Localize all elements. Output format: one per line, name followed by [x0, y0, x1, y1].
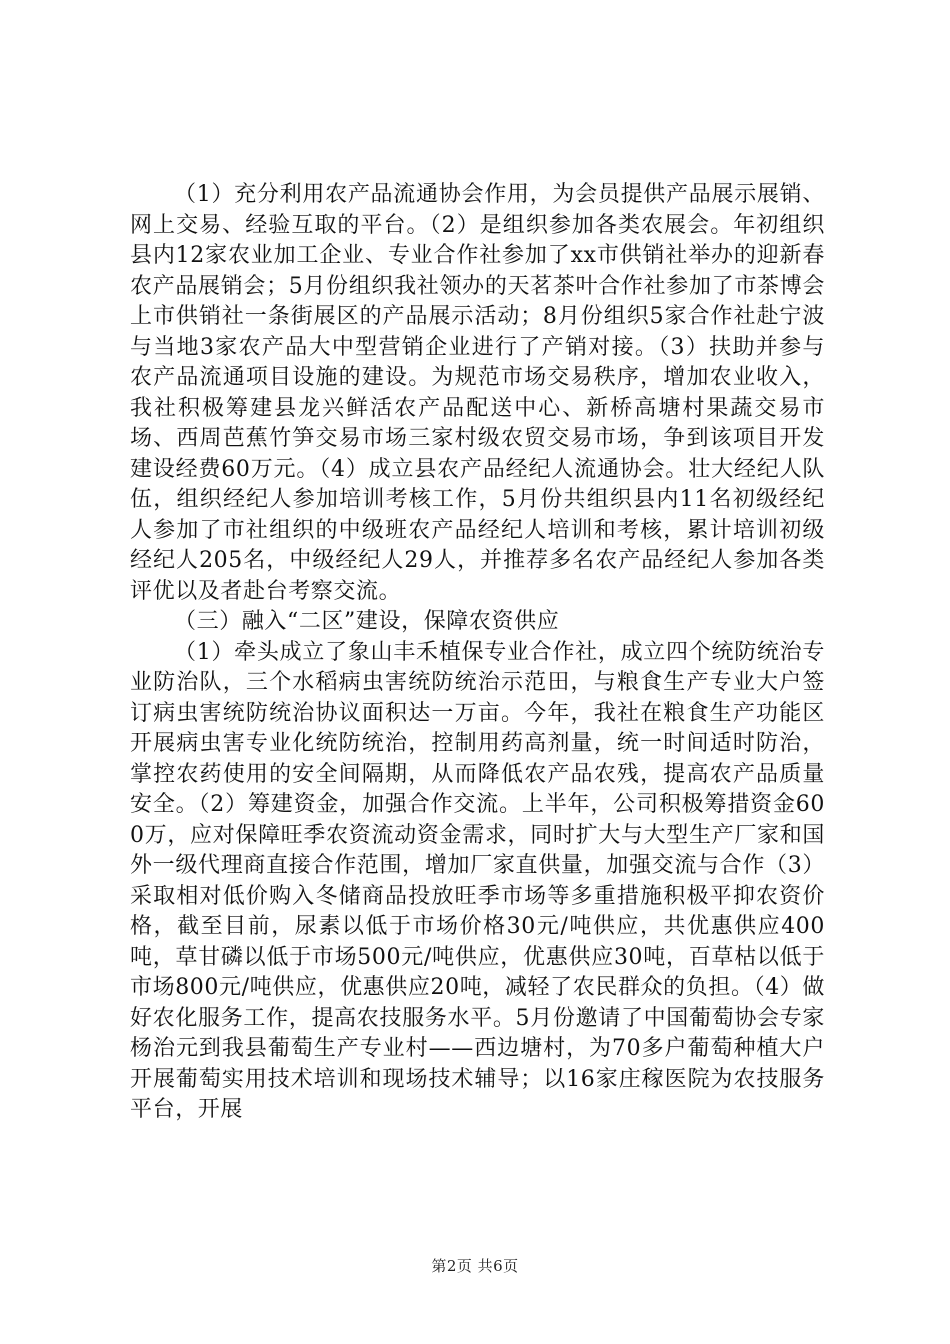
paragraph-agri-supply: （1）牵头成立了象山丰禾植保专业合作社，成立四个统防统治专业防治队，三个水稻病虫害统防统治示范田，与粮食生产专业大户签订病虫害统防统治协议面积达一万亩。今年，我社在粮食生产功能区开展病虫害专业化统防统治，控制用药高剂量，统一时间适时防治，掌控农药使用的安全间隔期，从而降低农产品农残，提高农产品质量安全。（2）筹建资金，加强合作交流。上半年，公司积极筹措资金600万，应对保障旺季农资流动资金需求，同时扩大与大型生产厂家和国外一级代理商直接合作范围，增加厂家直供量，加强交流与合作（3）采取相对低价购入冬储商品投放旺季市场等多重措施积极平抑农资价格，截至目前，尿素以低于市场价格30元/吨供应，共优惠供应400吨，草甘磷以低于市场500元/吨供应，优惠供应30吨，百草枯以低于市场800元/吨供应，优惠供应20吨，减轻了农民群众的负担。（4）做好农化服务工作，提高农技服务水平。5月份邀请了中国葡萄协会专家杨治元到我县葡萄生产专业村——西边塘村，为70多户葡萄种植大户开展葡萄实用技术培训和现场技术辅导；以16家庄稼医院为农技服务平台，开展 — [130, 639, 825, 1122]
document-body — [130, 180, 825, 1126]
section-heading: （三）融入“二区”建设，保障农资供应 — [174, 609, 560, 634]
page-number-footer: 第2页 共6页 — [431, 1257, 519, 1275]
paragraph-market-circulation: （1）充分利用农产品流通协会作用，为会员提供产品展示展销、网上交易、经验互取的平台。（2）是组织参加各类农展会。年初组织县内12家农业加工企业、专业合作社参加了xx市供销社举办的迎新春农产品展销会；5月份组织我社领办的天茗茶叶合作社参加了市茶博会上市供销社一条街展区的产品展示活动；8月份组织5家合作社赴宁波与当地3家农产品大中型营销企业进行了产销对接。（3）扶助并参与农产品流通项目设施的建设。为规范市场交易秩序，增加农业收入，我社积极筹建县龙兴鲜活农产品配送中心、新桥高塘村果蔬交易市场、西周芭蕉竹笋交易市场三家村级农贸交易市场，争到该项目开发建设经费60万元。（4）成立县农产品经纪人流通协会。壮大经纪人队伍，组织经纪人参加培训考核工作，5月份共组织县内11名初级经纪人参加了市社组织的中级班农产品经纪人培训和考核，累计培训初级经纪人205名，中级经纪人29人，并推荐多名农产品经纪人参加各类评优以及者赴台考察交流。 — [130, 182, 825, 604]
